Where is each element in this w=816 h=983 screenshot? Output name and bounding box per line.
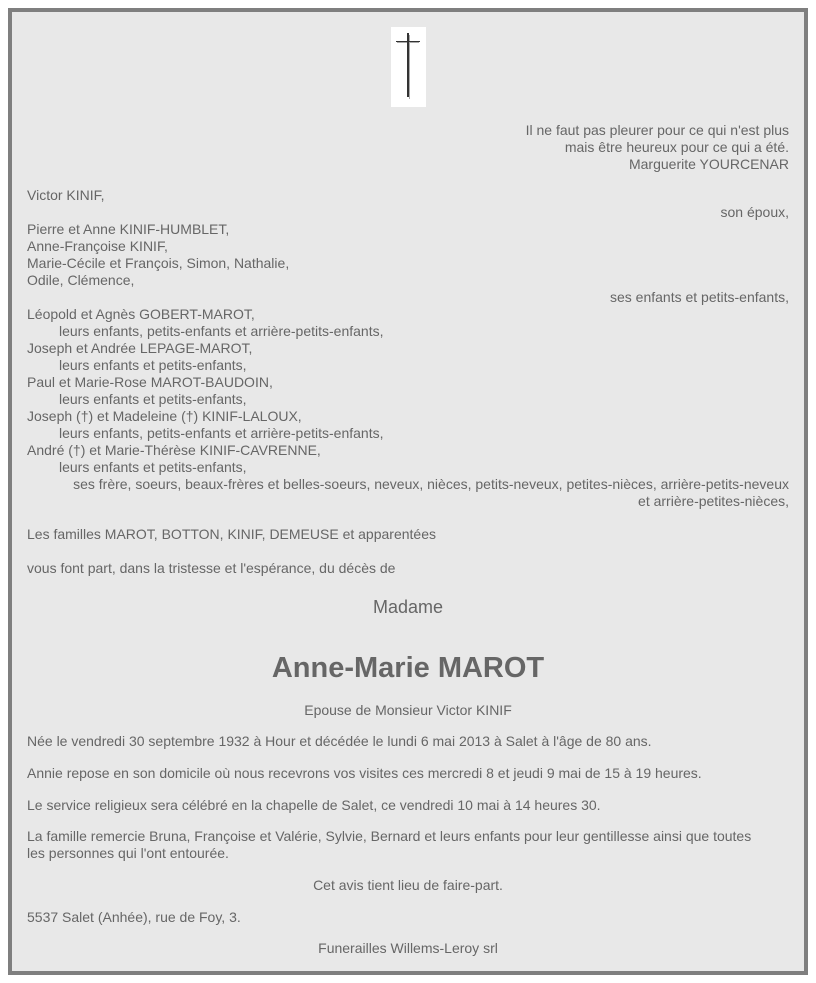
title: Madame — [372, 597, 444, 617]
quote-line: Il ne faut pas pleurer pour ce qui n'est plus — [525, 122, 789, 138]
siblings-role-line2: et arrière-petites-nièces, — [638, 493, 789, 509]
child-line: Anne-Françoise KINIF, — [27, 238, 168, 254]
announcement: vous font part, dans la tristesse et l'espérance, du décès de — [27, 560, 396, 576]
thanks — [27, 828, 789, 862]
families: Les familles MAROT, BOTTON, KINIF, DEMEUSE et apparentées — [27, 526, 436, 542]
spouse-name: Victor KINIF, — [27, 187, 105, 203]
siblings-block — [27, 306, 789, 510]
deceased-name: Anne-Marie MAROT — [271, 652, 545, 684]
notice: Cet avis tient lieu de faire-part. — [313, 877, 503, 893]
quote-author: Marguerite YOURCENAR — [628, 156, 789, 172]
children-block — [27, 221, 789, 306]
siblings-role-line1: ses frère, soeurs, beaux-frères et belles-soeurs, neveux, nièces, petits-neveux, petites-nièces, arrière-petits-neveux — [73, 476, 789, 492]
child-line: Marie-Cécile et François, Simon, Nathalie, — [27, 255, 290, 271]
sibling-descendants: leurs enfants, petits-enfants et arrière-petits-enfants, — [59, 425, 384, 441]
sibling-descendants: leurs enfants et petits-enfants, — [59, 391, 247, 407]
sibling-name: Léopold et Agnès GOBERT-MAROT, — [27, 306, 255, 322]
spouse-of: Epouse de Monsieur Victor KINIF — [304, 702, 512, 718]
spouse-block — [27, 187, 789, 221]
quote-line: mais être heureux pour ce qui a été. — [564, 139, 789, 155]
sibling-descendants: leurs enfants, petits-enfants et arrière-petits-enfants, — [59, 323, 384, 339]
obituary-body — [27, 12, 789, 971]
thanks-line: La famille remercie Bruna, Françoise et Valérie, Sylvie, Bernard et leurs enfants pour leur gentillesse ainsi que toutes — [27, 828, 752, 844]
sibling-name: Joseph (†) et Madeleine (†) KINIF-LALOUX, — [27, 408, 302, 424]
obituary-frame — [8, 8, 808, 975]
sibling-descendants: leurs enfants et petits-enfants, — [59, 459, 247, 475]
service: Le service religieux sera célébré en la chapelle de Salet, ce vendredi 10 mai à 14 heures 30. — [27, 797, 601, 813]
child-line: Pierre et Anne KINIF-HUMBLET, — [27, 221, 230, 237]
quote — [27, 122, 789, 173]
child-line: Odile, Clémence, — [27, 272, 135, 288]
visitation: Annie repose en son domicile où nous recevrons vos visites ces mercredi 8 et jeudi 9 mai de 15 à 19 heures. — [27, 765, 702, 781]
sibling-name: Paul et Marie-Rose MAROT-BAUDOIN, — [27, 374, 273, 390]
sibling-name: André (†) et Marie-Thérèse KINIF-CAVRENNE, — [27, 442, 321, 458]
address: 5537 Salet (Anhée), rue de Foy, 3. — [27, 909, 241, 925]
children-role: ses enfants et petits-enfants, — [610, 289, 789, 305]
sibling-descendants: leurs enfants et petits-enfants, — [59, 357, 247, 373]
spouse-role: son époux, — [720, 204, 789, 220]
funeral-home: Funerailles Willems-Leroy srl — [318, 940, 498, 956]
sibling-name: Joseph et Andrée LEPAGE-MAROT, — [27, 340, 253, 356]
thanks-line: les personnes qui l'ont entourée. — [27, 845, 229, 861]
birth-death: Née le vendredi 30 septembre 1932 à Hour et décédée le lundi 6 mai 2013 à Salet à l'âge de 80 ans. — [27, 733, 652, 749]
